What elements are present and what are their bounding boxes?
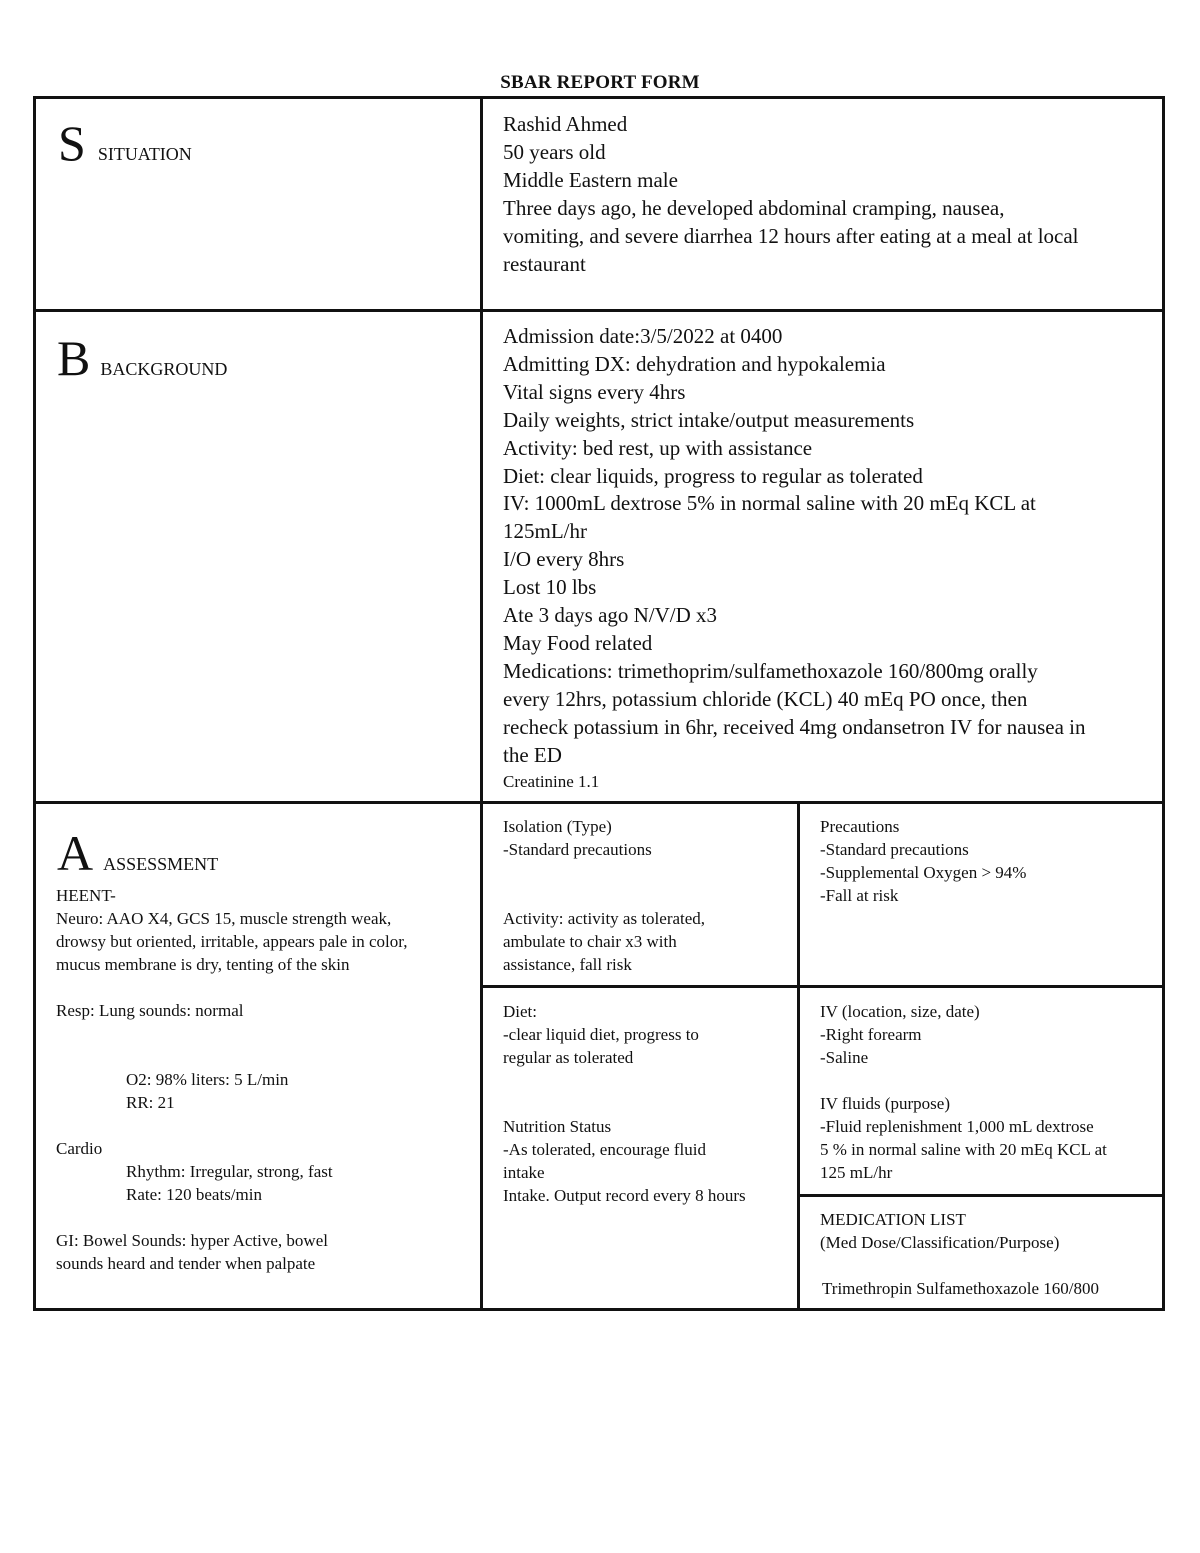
background-letter: B xyxy=(57,330,91,386)
background-line: I/O every 8hrs xyxy=(503,547,625,572)
assessment-col-divider xyxy=(797,801,800,1311)
situation-letter: S xyxy=(58,115,86,171)
background-line: Activity: bed rest, up with assistance xyxy=(503,435,813,460)
background-line: Diet: clear liquids, progress to regular as tolerated xyxy=(503,463,923,488)
assessment-letter: A xyxy=(57,825,94,881)
creatinine: Creatinine 1.1 xyxy=(503,771,600,791)
heent: HEENT- xyxy=(56,886,116,905)
table-border-left xyxy=(33,96,36,1311)
background-line: Daily weights, strict intake/output measurements xyxy=(503,407,915,432)
iv-fluids-heading: IV fluids (purpose) xyxy=(820,1094,950,1113)
neuro-line: Neuro: AAO X4, GCS 15, muscle strength weak, xyxy=(56,909,392,928)
background-line: IV: 1000mL dextrose 5% in normal saline with 20 mEq KCL at xyxy=(503,491,1036,516)
iv-item: -Saline xyxy=(820,1048,869,1067)
diet-heading: Diet: xyxy=(503,1002,537,1021)
situation-line: 50 years old xyxy=(503,140,606,164)
assessment-header xyxy=(57,825,219,881)
iv-heading: IV (location, size, date) xyxy=(820,1002,980,1021)
precaution-item: -Fall at risk xyxy=(820,886,899,905)
o2: O2: 98% liters: 5 L/min xyxy=(126,1070,289,1089)
cardio: Cardio xyxy=(56,1139,103,1158)
background-line: recheck potassium in 6hr, received 4mg ondansetron IV for nausea in xyxy=(503,714,1086,739)
medication-list-subheading: (Med Dose/Classification/Purpose) xyxy=(820,1233,1060,1252)
nutrition-line: intake xyxy=(503,1163,545,1182)
table-border-right xyxy=(1162,96,1165,1311)
isolation-heading: Isolation (Type) xyxy=(503,817,612,836)
background-line: Admitting DX: dehydration and hypokalemia xyxy=(503,351,886,376)
situation-content xyxy=(503,110,1079,278)
background-line: Lost 10 lbs xyxy=(503,575,597,600)
activity-line: ambulate to chair x3 with xyxy=(503,932,677,951)
isolation-cell xyxy=(503,815,705,976)
rr: RR: 21 xyxy=(126,1093,175,1112)
nutrition-line: -As tolerated, encourage fluid xyxy=(503,1140,706,1159)
background-label: BACKGROUND xyxy=(100,359,228,379)
assessment-content xyxy=(56,884,407,1275)
diet-cell xyxy=(503,1000,746,1207)
nutrition-heading: Nutrition Status xyxy=(503,1117,612,1136)
background-line: Ate 3 days ago N/V/D x3 xyxy=(503,603,718,628)
assessment-row-divider-1 xyxy=(480,985,1165,988)
gi-line: GI: Bowel Sounds: hyper Active, bowel xyxy=(56,1231,328,1250)
table-divider-sb xyxy=(33,309,1165,312)
table-border-top xyxy=(33,96,1165,99)
background-line: 125mL/hr xyxy=(503,519,587,544)
background-line: Medications: trimethoprim/sulfamethoxazole 160/800mg orally xyxy=(503,658,1038,683)
isolation-value: -Standard precautions xyxy=(503,840,652,859)
situation-line: Middle Eastern male xyxy=(503,168,678,192)
iv-fluids-line: 5 % in normal saline with 20 mEq KCL at xyxy=(820,1140,1107,1159)
medication-item: Trimethropin Sulfamethoxazole 160/800 xyxy=(822,1279,1100,1298)
background-header xyxy=(57,330,228,386)
neuro-line: mucus membrane is dry, tenting of the skin xyxy=(56,955,350,974)
activity-line: assistance, fall risk xyxy=(503,955,632,974)
form-title: SBAR REPORT FORM xyxy=(500,72,700,93)
heart-rate: Rate: 120 beats/min xyxy=(126,1185,262,1204)
medication-list-cell xyxy=(820,1208,1099,1300)
gi-line: sounds heard and tender when palpate xyxy=(56,1254,316,1273)
iv-fluids-line: 125 mL/hr xyxy=(820,1163,893,1182)
nutrition-line: Intake. Output record every 8 hours xyxy=(503,1186,746,1205)
background-line: Admission date:3/5/2022 at 0400 xyxy=(503,324,783,348)
background-line: May Food related xyxy=(503,630,653,655)
precaution-item: -Supplemental Oxygen > 94% xyxy=(820,863,1027,882)
background-content xyxy=(503,323,1086,794)
situation-header xyxy=(58,115,192,171)
situation-line: Three days ago, he developed abdominal cramping, nausea, xyxy=(503,196,1005,220)
table-divider-ba xyxy=(33,801,1165,804)
background-line: the ED xyxy=(503,742,562,767)
diet-line: -clear liquid diet, progress to xyxy=(503,1025,699,1044)
diet-line: regular as tolerated xyxy=(503,1048,634,1067)
assessment-label: ASSESSMENT xyxy=(103,854,219,874)
precaution-item: -Standard precautions xyxy=(820,840,969,859)
rhythm: Rhythm: Irregular, strong, fast xyxy=(126,1162,333,1181)
table-border-bottom xyxy=(33,1308,1165,1311)
neuro-line: drowsy but oriented, irritable, appears pale in color, xyxy=(56,932,408,951)
iv-item: -Right forearm xyxy=(820,1025,922,1044)
precautions-cell xyxy=(820,815,1026,907)
iv-cell xyxy=(820,1000,1107,1184)
background-line: Vital signs every 4hrs xyxy=(503,379,686,404)
precautions-heading: Precautions xyxy=(820,817,900,836)
background-line: every 12hrs, potassium chloride (KCL) 40 mEq PO once, then xyxy=(503,686,1028,711)
resp: Resp: Lung sounds: normal xyxy=(56,1001,244,1020)
situation-line: vomiting, and severe diarrhea 12 hours after eating at a meal at local xyxy=(503,224,1079,248)
medication-list-heading: MEDICATION LIST xyxy=(820,1210,966,1229)
situation-line: Rashid Ahmed xyxy=(503,112,628,136)
activity-line: Activity: activity as tolerated, xyxy=(503,909,706,928)
medication-divider xyxy=(797,1194,1165,1197)
situation-label: SITUATION xyxy=(97,144,192,164)
situation-line: restaurant xyxy=(503,252,586,276)
iv-fluids-line: -Fluid replenishment 1,000 mL dextrose xyxy=(820,1117,1094,1136)
table-center-divider xyxy=(480,96,483,1311)
